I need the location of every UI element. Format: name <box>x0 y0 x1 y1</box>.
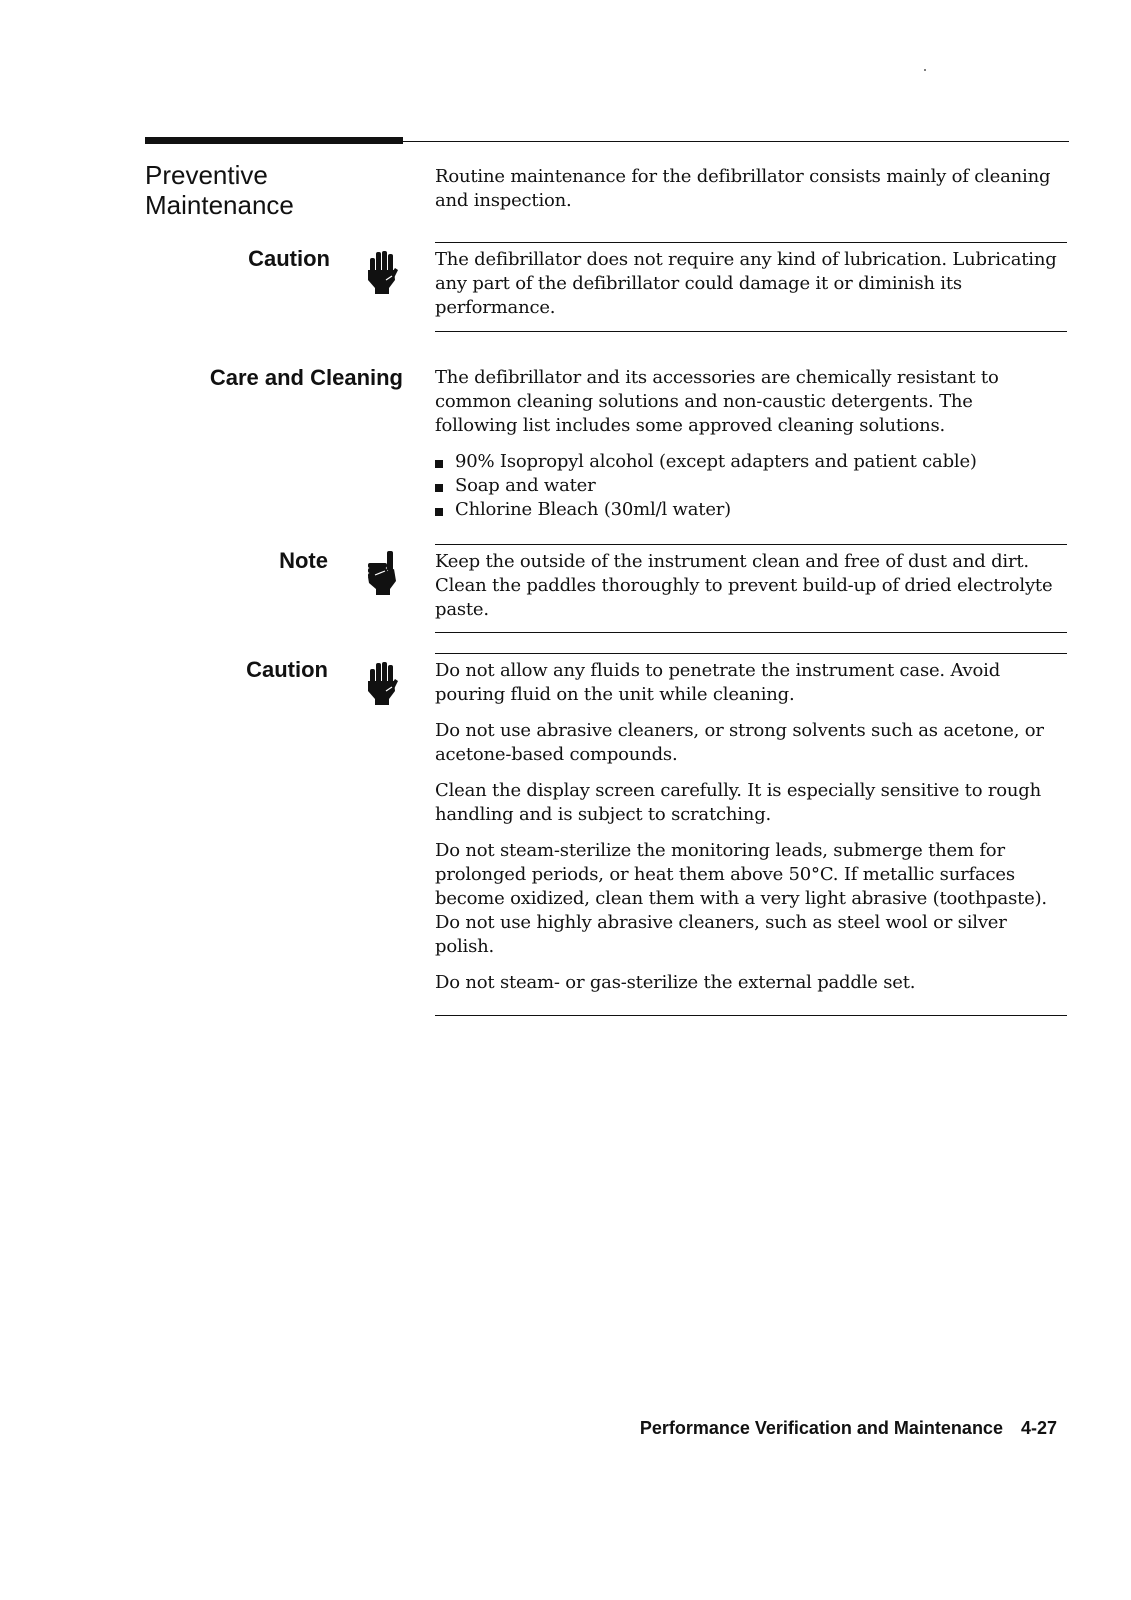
footer-chapter-title: Performance Verification and Maintenance <box>639 1418 1003 1438</box>
caution2-paragraph: Do not allow any fluids to penetrate the instrument case. Avoid pouring fluid on the unit while cleaning. <box>435 660 1001 705</box>
note-top-rule <box>435 544 1067 545</box>
caution2-paragraph: Do not steam- or gas-sterilize the external paddle set. <box>435 972 916 993</box>
caution-hand-icon <box>365 250 399 294</box>
section-thin-rule <box>403 141 1069 142</box>
caution2-label: Caution <box>246 657 328 682</box>
caution2-paragraph: Do not use abrasive cleaners, or strong solvents such as acetone, or acetone-based compounds. <box>435 720 1044 765</box>
footer-page-number: 4-27 <box>1020 1418 1057 1438</box>
care-paragraph: The defibrillator and its accessories are chemically resistant to common cleaning solutions and non-caustic detergents. The following list includes some approved cleaning solutions. <box>435 367 999 436</box>
caution2-text <box>435 659 1060 995</box>
caution1-text <box>435 248 1060 320</box>
caution2-paragraph: Clean the display screen carefully. It is especially sensitive to rough handling and is subject to scratching. <box>435 780 1042 825</box>
note-bottom-rule <box>435 632 1067 633</box>
section-title-line2: Maintenance <box>145 190 294 220</box>
note-text <box>435 550 1060 622</box>
caution1-top-rule <box>435 242 1067 243</box>
caution2-top-rule <box>435 653 1067 654</box>
scan-speck <box>924 69 926 71</box>
care-label: Care and Cleaning <box>209 365 403 390</box>
section-title <box>145 160 294 220</box>
page-footer <box>640 1418 1057 1439</box>
list-item: Soap and water <box>435 474 1060 498</box>
note-pointing-hand-icon <box>365 551 399 595</box>
cleaning-solutions-list <box>435 450 1060 522</box>
list-item: Chlorine Bleach (30ml/l water) <box>435 498 1060 522</box>
note-paragraph: Keep the outside of the instrument clean and free of dust and dirt. Clean the paddles thoroughly to prevent build-up of dried electrolyte paste. <box>435 551 1053 620</box>
caution1-bottom-rule <box>435 331 1067 332</box>
section-heavy-rule <box>145 137 403 144</box>
caution2-paragraph: Do not steam-sterilize the monitoring leads, submerge them for prolonged periods, or heat them above 50°C. If metallic surfaces become oxidized, clean them with a very light abrasive (toothpaste). Do not use highly abrasive cleaners, such as steel wool or silver polish. <box>435 840 1047 957</box>
intro-paragraph: Routine maintenance for the defibrillator consists mainly of cleaning and inspection. <box>435 166 1051 211</box>
section-title-line1: Preventive <box>145 160 268 190</box>
care-text <box>435 366 1060 522</box>
caution1-paragraph: The defibrillator does not require any kind of lubrication. Lubricating any part of the defibrillator could damage it or diminish its performance. <box>435 249 1057 318</box>
intro-text <box>435 165 1060 213</box>
note-label: Note <box>279 548 328 573</box>
caution-hand-icon <box>365 661 399 705</box>
caution2-bottom-rule <box>435 1015 1067 1016</box>
caution1-label: Caution <box>248 246 330 271</box>
list-item: 90% Isopropyl alcohol (except adapters and patient cable) <box>435 450 1060 474</box>
